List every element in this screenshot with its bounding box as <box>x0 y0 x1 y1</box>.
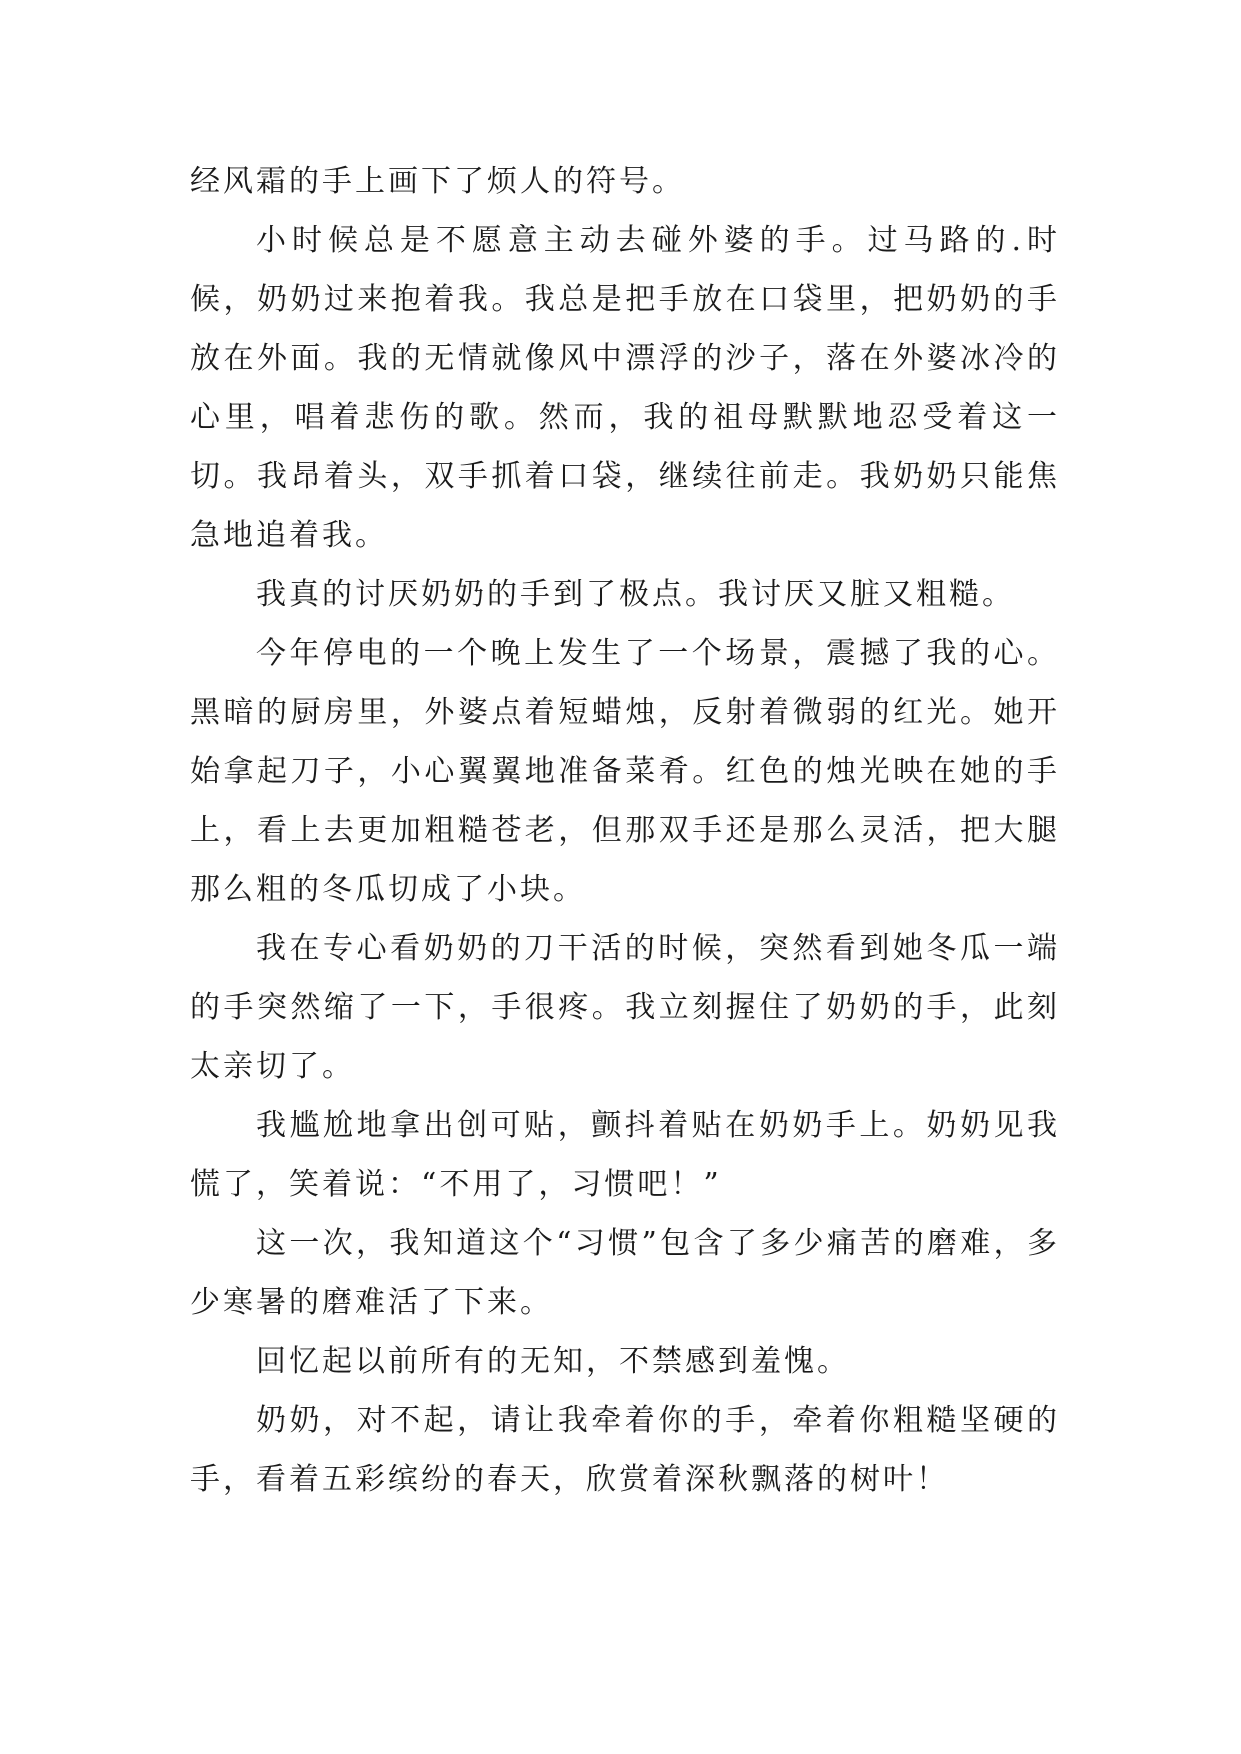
paragraph: 小时候总是不愿意主动去碰外婆的手。过马路的.时候，奶奶过来抱着我。我总是把手放在口袋里，把奶奶的手放在外面。我的无情就像风中漂浮的沙子，落在外婆冰冷的心里，唱着悲伤的歌。然而，我的祖母默默地忍受着这一切。我昂着头，双手抓着口袋，继续往前走。我奶奶只能焦急地追着我。 <box>190 223 1060 553</box>
paragraph: 回忆起以前所有的无知，不禁感到羞愧。 <box>256 1344 850 1379</box>
paragraph: 奶奶，对不起，请让我牵着你的手，牵着你粗糙坚硬的手，看着五彩缤纷的春天，欣赏着深秋飘落的树叶！ <box>190 1403 1060 1497</box>
paragraph: 我真的讨厌奶奶的手到了极点。我讨厌又脏又粗糙。 <box>256 577 1015 612</box>
paragraph: 我尴尬地拿出创可贴，颤抖着贴在奶奶手上。奶奶见我慌了，笑着说：“不用了，习惯吧！” <box>190 1108 1060 1202</box>
paragraph-continued: 经风霜的手上画下了烦人的符号。 <box>190 164 685 199</box>
article-body <box>190 152 1060 1509</box>
paragraph: 今年停电的一个晚上发生了一个场景，震撼了我的心。黑暗的厨房里，外婆点着短蜡烛，反射着微弱的红光。她开始拿起刀子，小心翼翼地准备菜肴。红色的烛光映在她的手上，看上去更加粗糙苍老，但那双手还是那么灵活，把大腿那么粗的冬瓜切成了小块。 <box>190 636 1060 907</box>
paragraph: 这一次，我知道这个“习惯”包含了多少痛苦的磨难，多少寒暑的磨难活了下来。 <box>190 1226 1060 1320</box>
paragraph: 我在专心看奶奶的刀干活的时候，突然看到她冬瓜一端的手突然缩了一下，手很疼。我立刻握住了奶奶的手，此刻太亲切了。 <box>190 931 1060 1084</box>
